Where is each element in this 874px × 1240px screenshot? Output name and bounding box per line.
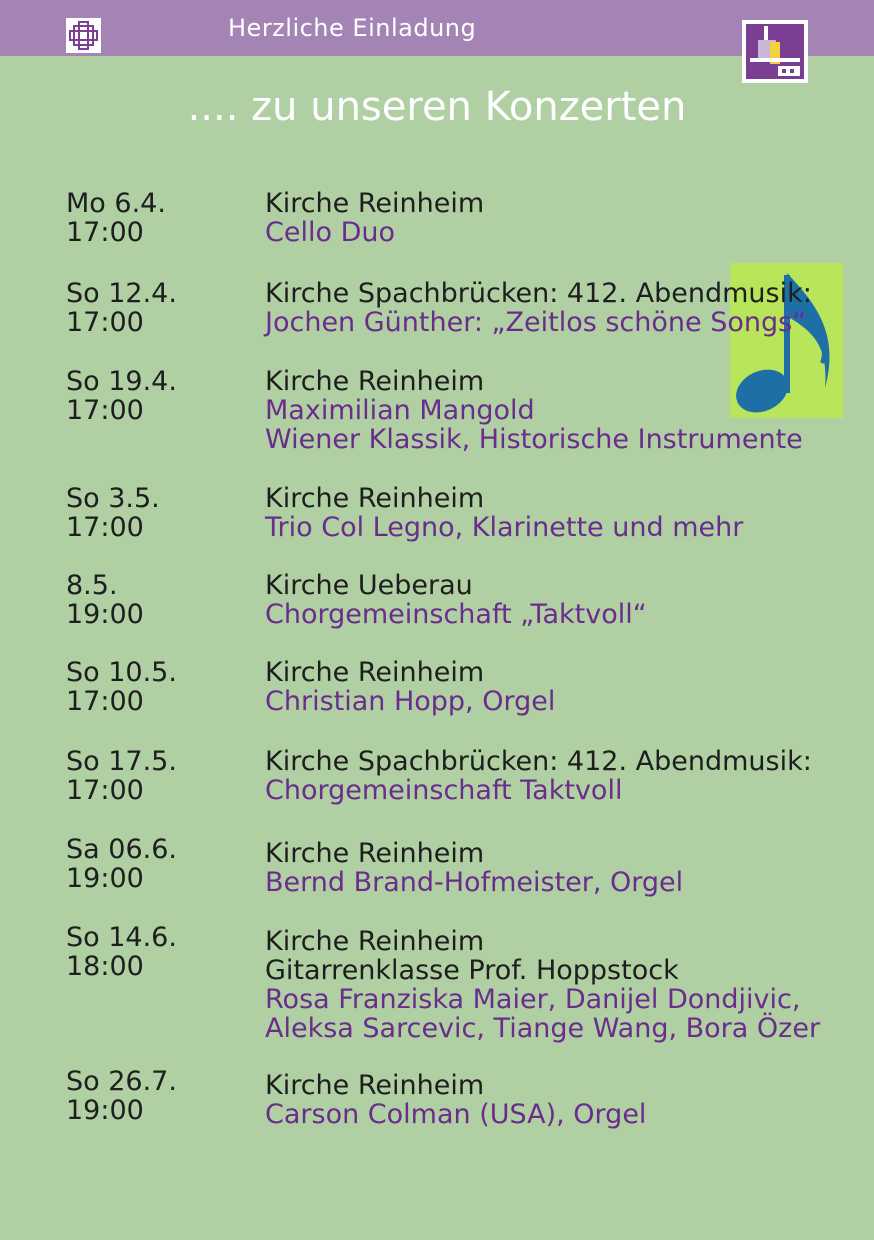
event-performer: Rosa Franziska Maier, Danijel Dondjivic, bbox=[265, 984, 801, 1015]
church-cross-logo-icon bbox=[66, 18, 101, 53]
event-venue: Kirche Reinheim bbox=[265, 188, 485, 219]
event-date: 8.5. bbox=[66, 570, 118, 601]
event-description: Wiener Klassik, Historische Instrumente bbox=[265, 424, 803, 455]
event-date: So 12.4. bbox=[66, 278, 177, 309]
event-date: So 17.5. bbox=[66, 746, 177, 777]
event-time: 17:00 bbox=[66, 686, 144, 717]
event-venue: Kirche Reinheim bbox=[265, 366, 485, 397]
header-bar bbox=[0, 0, 874, 56]
invitation-title: Herzliche Einladung bbox=[228, 14, 477, 42]
event-performer: Bernd Brand-Hofmeister, Orgel bbox=[265, 867, 684, 898]
event-performer: Cello Duo bbox=[265, 217, 395, 248]
event-venue: Kirche Reinheim bbox=[265, 926, 485, 957]
event-time: 18:00 bbox=[66, 951, 144, 982]
church-building-logo-icon bbox=[742, 20, 808, 83]
event-time: 19:00 bbox=[66, 1095, 144, 1126]
event-time: 17:00 bbox=[66, 775, 144, 806]
event-time: 17:00 bbox=[66, 395, 144, 426]
page-heading: .... zu unseren Konzerten bbox=[187, 84, 687, 130]
event-date: So 26.7. bbox=[66, 1066, 177, 1097]
event-venue: Kirche Reinheim bbox=[265, 1070, 485, 1101]
event-venue: Kirche Reinheim bbox=[265, 838, 485, 869]
event-performer: Aleksa Sarcevic, Tiange Wang, Bora Özer bbox=[265, 1013, 821, 1044]
event-performer: Maximilian Mangold bbox=[265, 395, 535, 426]
event-date: Mo 6.4. bbox=[66, 188, 166, 219]
event-performer: Chorgemeinschaft „Taktvoll“ bbox=[265, 599, 647, 630]
event-date: So 14.6. bbox=[66, 922, 177, 953]
event-venue: Kirche Reinheim bbox=[265, 657, 485, 688]
event-time: 19:00 bbox=[66, 863, 144, 894]
event-time: 17:00 bbox=[66, 217, 144, 248]
event-venue: Kirche Ueberau bbox=[265, 570, 473, 601]
event-date: Sa 06.6. bbox=[66, 834, 177, 865]
event-time: 17:00 bbox=[66, 512, 144, 543]
event-time: 19:00 bbox=[66, 599, 144, 630]
event-performer: Chorgemeinschaft Taktvoll bbox=[265, 775, 623, 806]
event-performer: Christian Hopp, Orgel bbox=[265, 686, 556, 717]
event-venue: Kirche Spachbrücken: 412. Abendmusik: bbox=[265, 746, 812, 777]
event-venue: Kirche Reinheim bbox=[265, 483, 485, 514]
event-performer: Trio Col Legno, Klarinette und mehr bbox=[265, 512, 744, 543]
event-date: So 10.5. bbox=[66, 657, 177, 688]
event-venue: Kirche Spachbrücken: 412. Abendmusik: bbox=[265, 278, 812, 309]
event-performer: Jochen Günther: „Zeitlos schöne Songs“ bbox=[265, 307, 807, 338]
event-ensemble: Gitarrenklasse Prof. Hoppstock bbox=[265, 955, 679, 986]
event-performer: Carson Colman (USA), Orgel bbox=[265, 1099, 647, 1130]
event-date: So 3.5. bbox=[66, 483, 160, 514]
event-time: 17:00 bbox=[66, 307, 144, 338]
event-date: So 19.4. bbox=[66, 366, 177, 397]
